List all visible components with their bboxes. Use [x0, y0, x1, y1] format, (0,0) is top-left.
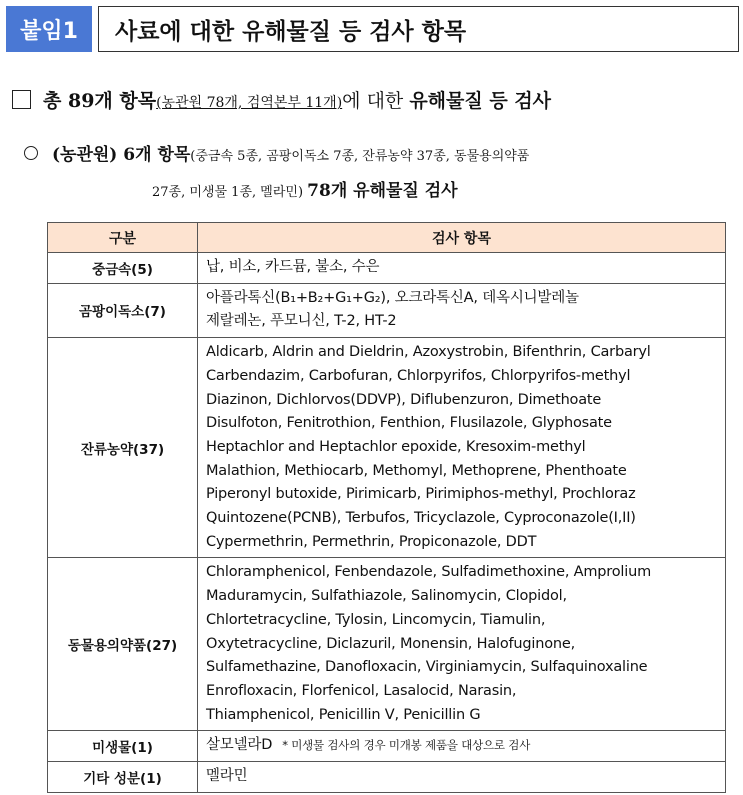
row-category: 동물용의약품(27)	[48, 558, 198, 731]
item-text: Maduramycin, Sulfathiazole, Salinomycin, Clopidol,	[206, 588, 567, 605]
item-text: Quintozene(PCNB), Terbufos, Tricyclazole, Cyproconazole(I,II)	[206, 510, 636, 527]
item-text: Heptachlor and Heptachlor epoxide, Kresoxim-methyl	[206, 438, 586, 455]
row-note: * 미생물 검사의 경우 미개봉 제품을 대상으로 검사	[282, 738, 531, 753]
item-line	[206, 561, 717, 585]
summary-total: 총 89개 항목	[43, 90, 157, 112]
page-title: 사료에 대한 유해물질 등 검사 항목	[98, 6, 739, 52]
inspection-items-table	[47, 222, 726, 793]
item-line	[206, 507, 717, 531]
naqs-detail: (중금속 5종, 곰팡이독소 7종, 잔류농약 37종, 동물용의약품	[190, 149, 530, 164]
item-text: 제랄레논, 푸모니신, T-2, HT-2	[206, 313, 397, 330]
table-row	[48, 253, 726, 284]
item-line	[206, 483, 717, 507]
item-line	[206, 389, 717, 413]
item-text: Piperonyl butoxide, Pirimicarb, Pirimiphos-methyl, Prochloraz	[206, 486, 636, 503]
table-row	[48, 731, 726, 762]
item-text: Aldicarb, Aldrin and Dieldrin, Azoxystrobin, Bifenthrin, Carbaryl	[206, 344, 651, 361]
item-line	[206, 656, 717, 680]
summary-subject: 유해물질 등 검사	[409, 90, 552, 112]
item-line	[206, 460, 717, 484]
row-items	[198, 283, 726, 337]
row-category: 중금속(5)	[48, 253, 198, 284]
item-line	[206, 704, 717, 728]
item-line	[206, 609, 717, 633]
table-row	[48, 762, 726, 793]
row-items	[198, 338, 726, 558]
table-row	[48, 338, 726, 558]
item-text: Sulfamethazine, Danofloxacin, Virginiamycin, Sulfaquinoxaline	[206, 659, 648, 676]
row-category: 곰팡이독소(7)	[48, 283, 198, 337]
table-row	[48, 283, 726, 337]
item-text: 아플라톡신(B₁+B₂+G₁+G₂), 오크라톡신A, 데옥시니발레놀	[206, 289, 579, 306]
row-category: 미생물(1)	[48, 731, 198, 762]
item-text: Disulfoton, Fenitrothion, Fenthion, Flusilazole, Glyphosate	[206, 415, 612, 432]
item-text: Malathion, Methiocarb, Methomyl, Methoprene, Phenthoate	[206, 462, 627, 479]
item-line	[206, 365, 717, 389]
item-text: Chlortetracycline, Tylosin, Lincomycin, Tiamulin,	[206, 611, 546, 628]
naqs-detail-cont: 27종, 미생물 1종, 멜라민)	[152, 185, 308, 200]
summary-breakdown: (농관원 78개, 검역본부 11개)	[156, 95, 343, 111]
naqs-total: 78개 유해물질 검사	[307, 181, 458, 201]
item-text: Diazinon, Dichlorvos(DDVP), Diflubenzuron, Dimethoate	[206, 391, 602, 408]
row-items	[198, 558, 726, 731]
item-text: 멜라민	[206, 768, 248, 785]
summary-line-2	[24, 140, 529, 165]
item-line	[206, 765, 717, 789]
item-line	[206, 341, 717, 365]
column-header-category: 구분	[48, 223, 198, 253]
item-line	[206, 310, 717, 334]
item-line	[206, 531, 717, 555]
row-category: 잔류농약(37)	[48, 338, 198, 558]
item-text: Carbendazim, Carbofuran, Chlorpyrifos, Chlorpyrifos-methyl	[206, 367, 631, 384]
item-line	[206, 256, 717, 280]
item-line	[206, 287, 717, 311]
item-line	[206, 734, 717, 758]
column-header-items: 검사 항목	[198, 223, 726, 253]
item-text: 살모넬라D	[206, 737, 273, 754]
table-header-row	[48, 223, 726, 253]
item-line	[206, 436, 717, 460]
summary-connector: 에 대한	[342, 90, 410, 112]
item-line	[206, 680, 717, 704]
row-items	[198, 762, 726, 793]
attachment-badge: 붙임1	[6, 6, 92, 52]
row-items	[198, 731, 726, 762]
circle-bullet-icon	[24, 146, 38, 160]
item-text: Oxytetracycline, Diclazuril, Monensin, Halofuginone,	[206, 635, 576, 652]
item-text: Thiamphenicol, Penicillin V, Penicillin G	[206, 706, 481, 723]
item-text: Enrofloxacin, Florfenicol, Lasalocid, Narasin,	[206, 682, 517, 699]
item-line	[206, 412, 717, 436]
page-header	[6, 6, 739, 52]
item-text: Chloramphenicol, Fenbendazole, Sulfadimethoxine, Amprolium	[206, 564, 651, 581]
row-items	[198, 253, 726, 284]
summary-line-3	[152, 176, 458, 201]
checkbox-square-icon	[12, 90, 31, 109]
item-text: Cypermethrin, Permethrin, Propiconazole, DDT	[206, 533, 537, 550]
item-text: 납, 비소, 카드뮴, 불소, 수은	[206, 259, 380, 275]
summary-line-1	[12, 86, 737, 113]
item-line	[206, 633, 717, 657]
table-row	[48, 558, 726, 731]
naqs-count: (농관원) 6개 항목	[52, 145, 191, 165]
item-line	[206, 585, 717, 609]
row-category: 기타 성분(1)	[48, 762, 198, 793]
